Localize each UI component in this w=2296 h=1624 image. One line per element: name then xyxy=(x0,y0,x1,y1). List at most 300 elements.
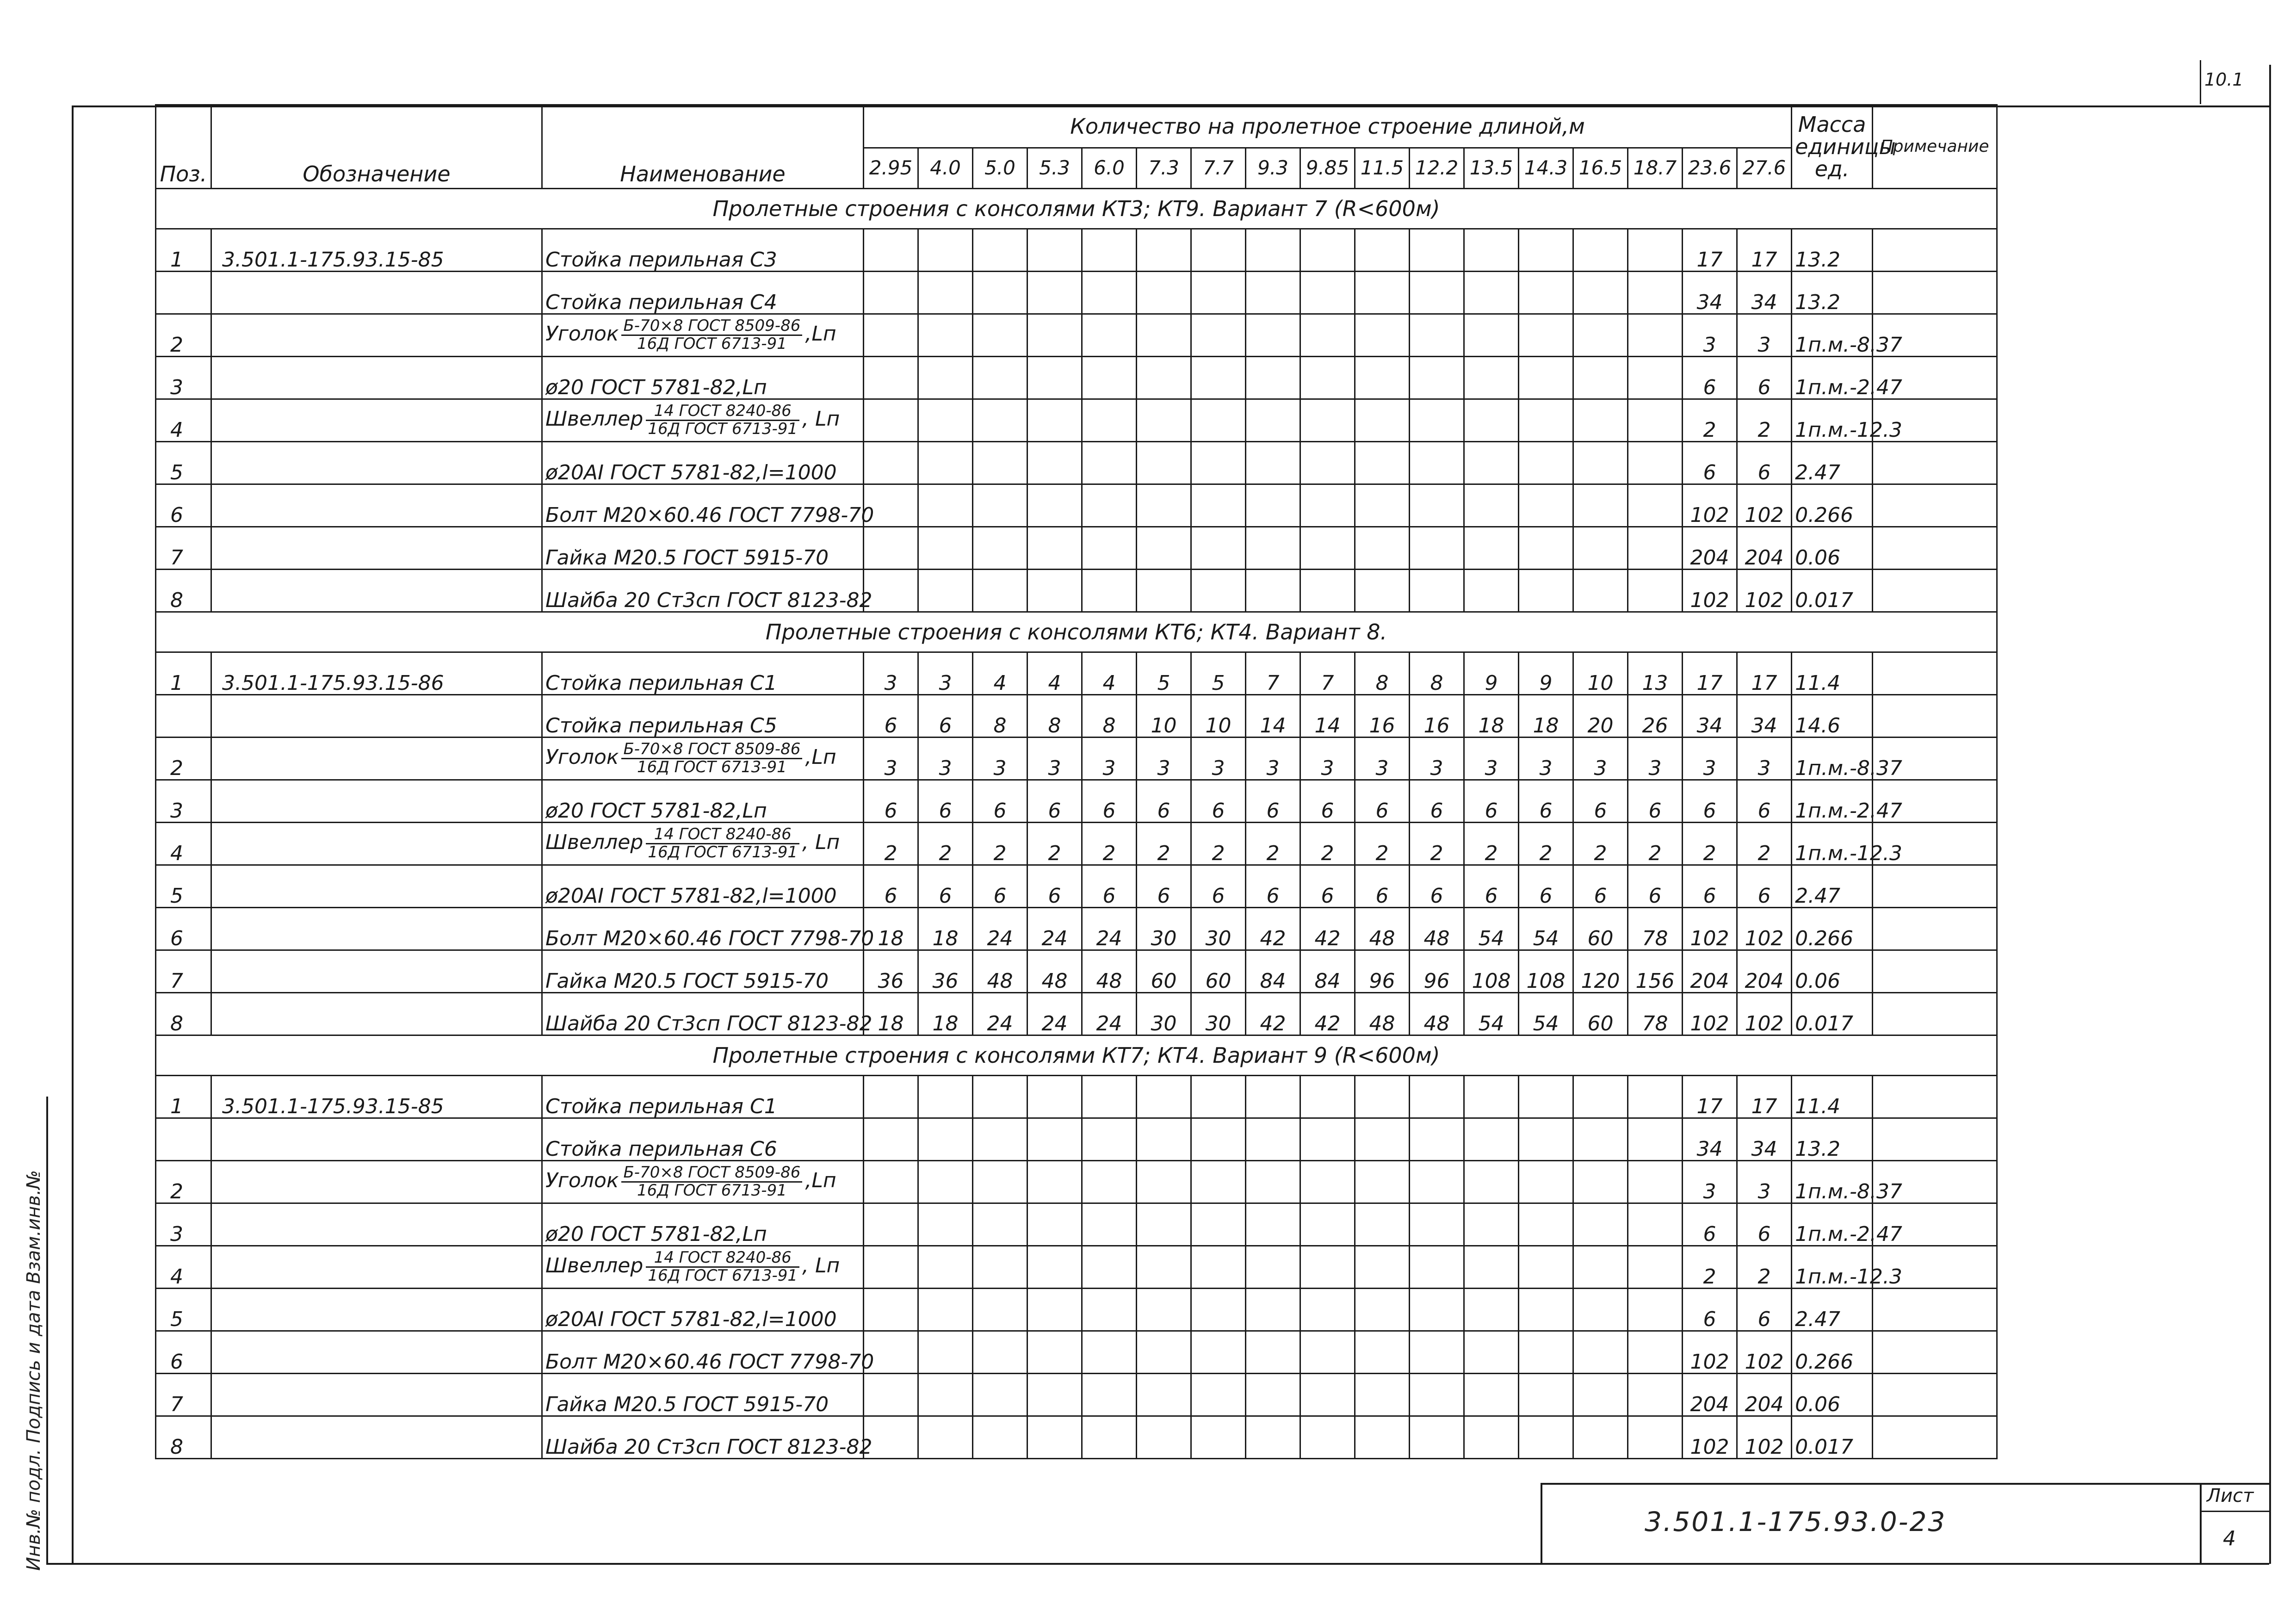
mass-cell: 2.47 xyxy=(1792,442,1873,484)
header-length-cell: 5.0 xyxy=(973,148,1027,189)
header-mass-line1: Масса xyxy=(1798,112,1866,137)
qty-cell: 6 xyxy=(1027,865,1082,908)
qty-cell xyxy=(973,229,1027,272)
qty-cell xyxy=(1137,484,1191,527)
qty-cell: 102 xyxy=(1737,570,1792,612)
note-cell xyxy=(1873,527,1997,570)
qty-cell: 6 xyxy=(1246,865,1300,908)
sidebar-approval-label: Инв.№ подл. Подпись и дата Взам.инв.№ xyxy=(23,1170,44,1571)
qty-cell xyxy=(1519,272,1573,314)
qty-cell: 156 xyxy=(1628,950,1683,993)
qty-cell: 102 xyxy=(1737,1331,1792,1374)
qty-cell: 6 xyxy=(1737,865,1792,908)
fraction-numerator: 14 ГОСТ 8240-86 xyxy=(646,1250,799,1268)
qty-cell xyxy=(1191,1416,1246,1459)
designation-cell xyxy=(211,695,542,738)
sheet-label: Лист xyxy=(2207,1485,2254,1506)
qty-cell: 2 xyxy=(1246,823,1300,865)
qty-cell: 34 xyxy=(1737,1118,1792,1161)
qty-cell xyxy=(1355,442,1410,484)
qty-cell xyxy=(1573,1331,1628,1374)
table-row xyxy=(156,993,1997,1035)
name-text: ø20 ГОСТ 5781-82,Lп xyxy=(545,375,767,399)
note-cell xyxy=(1873,950,1997,993)
qty-cell xyxy=(1519,1416,1573,1459)
qty-cell: 3 xyxy=(864,738,918,780)
qty-cell xyxy=(1300,1118,1355,1161)
qty-cell xyxy=(1082,1289,1137,1331)
section-title-row xyxy=(156,1035,1997,1076)
pos-cell: 2 xyxy=(156,314,211,357)
fraction-denominator: 16Д ГОСТ 6713-91 xyxy=(648,843,798,862)
qty-cell xyxy=(1300,1289,1355,1331)
qty-cell xyxy=(1410,1161,1464,1203)
name-text: Шайба 20 Ст3сп ГОСТ 8123-82 xyxy=(545,588,873,612)
qty-cell xyxy=(1137,272,1191,314)
qty-cell xyxy=(918,1374,973,1416)
name-suffix: , Lп xyxy=(802,1254,840,1278)
qty-cell xyxy=(973,1118,1027,1161)
qty-cell: 26 xyxy=(1628,695,1683,738)
qty-cell: 10 xyxy=(1137,695,1191,738)
qty-cell: 204 xyxy=(1683,1374,1737,1416)
name-cell xyxy=(542,1331,874,1374)
qty-cell: 2 xyxy=(1464,823,1519,865)
qty-cell xyxy=(1519,1076,1573,1118)
qty-cell: 3 xyxy=(1737,738,1792,780)
qty-cell xyxy=(1300,1246,1355,1289)
qty-cell xyxy=(864,527,918,570)
qty-cell xyxy=(1573,1161,1628,1203)
qty-cell: 3 xyxy=(1027,738,1082,780)
name-text: ø20 ГОСТ 5781-82,Lп xyxy=(545,1222,767,1246)
name-cell xyxy=(542,950,864,993)
name-suffix: ,Lп xyxy=(805,745,836,769)
qty-cell xyxy=(1300,357,1355,399)
note-cell xyxy=(1873,570,1997,612)
qty-cell xyxy=(1355,399,1410,442)
qty-cell xyxy=(1027,484,1082,527)
qty-cell: 24 xyxy=(1082,908,1137,950)
qty-cell xyxy=(918,1289,973,1331)
qty-cell xyxy=(918,1076,973,1118)
qty-cell xyxy=(1300,570,1355,612)
qty-cell: 8 xyxy=(1355,652,1410,695)
qty-cell: 36 xyxy=(918,950,973,993)
qty-cell: 3 xyxy=(1300,738,1355,780)
qty-cell xyxy=(1464,1289,1519,1331)
qty-cell: 6 xyxy=(1519,780,1573,823)
qty-cell xyxy=(1519,1203,1573,1246)
qty-cell xyxy=(1573,357,1628,399)
qty-cell: 6 xyxy=(1355,780,1410,823)
mass-cell: 0.017 xyxy=(1792,993,1873,1035)
qty-cell: 204 xyxy=(1737,1374,1792,1416)
designation-cell xyxy=(211,399,542,442)
qty-cell xyxy=(1464,1374,1519,1416)
qty-cell: 18 xyxy=(864,908,918,950)
note-cell xyxy=(1873,229,1997,272)
pos-cell: 2 xyxy=(156,1161,211,1203)
qty-cell: 2 xyxy=(973,823,1027,865)
header-length-cell: 16.5 xyxy=(1573,148,1628,189)
name-cell xyxy=(542,357,864,399)
qty-cell: 30 xyxy=(1191,993,1246,1035)
note-cell xyxy=(1873,1416,1997,1459)
qty-cell: 36 xyxy=(864,950,918,993)
qty-cell xyxy=(1573,484,1628,527)
qty-cell xyxy=(864,1246,918,1289)
name-cell xyxy=(542,399,864,442)
qty-cell: 48 xyxy=(1082,950,1137,993)
table-row xyxy=(156,484,1997,527)
qty-cell: 6 xyxy=(1082,780,1137,823)
note-cell xyxy=(1873,272,1997,314)
qty-cell: 9 xyxy=(1519,652,1573,695)
qty-cell xyxy=(1137,1203,1191,1246)
qty-cell: 10 xyxy=(1191,695,1246,738)
qty-cell xyxy=(1191,442,1246,484)
note-cell xyxy=(1873,1331,1997,1374)
qty-cell: 78 xyxy=(1628,908,1683,950)
qty-cell: 3 xyxy=(1737,1161,1792,1203)
name-cell xyxy=(542,1289,864,1331)
header-length-cell: 7.7 xyxy=(1191,148,1246,189)
qty-cell: 6 xyxy=(1737,1289,1792,1331)
qty-cell: 17 xyxy=(1737,1076,1792,1118)
name-cell xyxy=(542,272,864,314)
qty-cell xyxy=(1191,1331,1246,1374)
note-cell xyxy=(1873,484,1997,527)
name-text: ø20AI ГОСТ 5781-82,l=1000 xyxy=(545,460,837,484)
section-title: Пролетные строения с консолями КТ7; КТ4. Вариант 9 (R<600м) xyxy=(156,1035,1997,1076)
qty-cell: 204 xyxy=(1683,527,1737,570)
designation-cell xyxy=(211,357,542,399)
qty-cell xyxy=(973,1289,1027,1331)
table-row xyxy=(156,1331,1997,1374)
designation-cell xyxy=(211,908,542,950)
designation-cell xyxy=(211,1161,542,1203)
qty-cell: 60 xyxy=(1191,950,1246,993)
qty-cell: 102 xyxy=(1683,908,1737,950)
qty-cell xyxy=(1300,1203,1355,1246)
qty-cell xyxy=(1300,527,1355,570)
qty-cell: 78 xyxy=(1628,993,1683,1035)
qty-cell xyxy=(1246,1416,1300,1459)
qty-cell: 34 xyxy=(1737,272,1792,314)
pos-cell xyxy=(156,695,211,738)
qty-cell xyxy=(1191,484,1246,527)
fraction-numerator: Б-70×8 ГОСТ 8509-86 xyxy=(621,1165,802,1183)
qty-cell xyxy=(1246,357,1300,399)
pos-cell: 7 xyxy=(156,950,211,993)
name-cell xyxy=(542,442,864,484)
qty-cell: 16 xyxy=(1355,695,1410,738)
qty-cell xyxy=(1191,1076,1246,1118)
name-suffix: ,Lп xyxy=(805,322,836,346)
name-text: Болт М20×60.46 ГОСТ 7798-70 xyxy=(545,926,874,950)
mass-cell: 13.2 xyxy=(1792,229,1873,272)
qty-cell xyxy=(1027,357,1082,399)
qty-cell xyxy=(1519,1161,1573,1203)
qty-cell xyxy=(1082,229,1137,272)
name-text: Стойка перильная С6 xyxy=(545,1137,777,1161)
qty-cell xyxy=(1246,229,1300,272)
header-length-cell: 11.5 xyxy=(1355,148,1410,189)
designation-cell xyxy=(211,823,542,865)
qty-cell: 42 xyxy=(1246,908,1300,950)
header-pos: Поз. xyxy=(156,105,211,189)
qty-cell: 17 xyxy=(1737,229,1792,272)
qty-cell xyxy=(1027,1161,1082,1203)
qty-cell: 17 xyxy=(1683,652,1737,695)
qty-cell xyxy=(1628,570,1683,612)
qty-cell: 6 xyxy=(1683,1203,1737,1246)
qty-cell: 6 xyxy=(1683,357,1737,399)
qty-cell: 2 xyxy=(1737,1246,1792,1289)
qty-cell xyxy=(1137,314,1191,357)
qty-cell: 6 xyxy=(864,695,918,738)
qty-cell: 60 xyxy=(1573,993,1628,1035)
note-cell xyxy=(1873,652,1997,695)
qty-cell xyxy=(1519,357,1573,399)
table-row xyxy=(156,1203,1997,1246)
header-length-cell: 4.0 xyxy=(918,148,973,189)
qty-cell xyxy=(1410,1203,1464,1246)
qty-cell xyxy=(864,1289,918,1331)
qty-cell xyxy=(1355,1246,1410,1289)
name-cell xyxy=(542,1118,864,1161)
qty-cell: 30 xyxy=(1137,908,1191,950)
pos-cell: 8 xyxy=(156,1416,211,1459)
qty-cell: 24 xyxy=(973,993,1027,1035)
qty-cell xyxy=(1137,570,1191,612)
qty-cell: 18 xyxy=(918,908,973,950)
qty-cell xyxy=(1137,1331,1191,1374)
qty-cell: 3 xyxy=(1082,738,1137,780)
qty-cell: 3 xyxy=(1355,738,1410,780)
qty-cell: 9 xyxy=(1464,652,1519,695)
qty-cell xyxy=(1464,1246,1519,1289)
mass-cell: 0.266 xyxy=(1792,484,1873,527)
qty-cell: 6 xyxy=(1683,442,1737,484)
name-text: ø20AI ГОСТ 5781-82,l=1000 xyxy=(545,884,837,908)
qty-cell xyxy=(1137,1161,1191,1203)
pos-cell: 7 xyxy=(156,527,211,570)
table-row xyxy=(156,527,1997,570)
qty-cell xyxy=(1300,1161,1355,1203)
qty-cell xyxy=(1082,399,1137,442)
pos-cell: 5 xyxy=(156,1289,211,1331)
qty-cell xyxy=(1573,399,1628,442)
mass-cell: 13.2 xyxy=(1792,272,1873,314)
name-cell xyxy=(542,484,874,527)
designation-cell xyxy=(211,314,542,357)
qty-cell xyxy=(1464,1203,1519,1246)
qty-cell: 204 xyxy=(1683,950,1737,993)
qty-cell xyxy=(1246,1331,1300,1374)
qty-cell xyxy=(918,1246,973,1289)
name-cell xyxy=(542,1076,864,1118)
qty-cell: 6 xyxy=(1191,780,1246,823)
qty-cell: 6 xyxy=(864,780,918,823)
name-text: Стойка перильная С3 xyxy=(545,248,777,272)
qty-cell xyxy=(1628,1289,1683,1331)
qty-cell xyxy=(1082,1203,1137,1246)
qty-cell xyxy=(1027,1076,1082,1118)
qty-cell xyxy=(1137,1118,1191,1161)
qty-cell xyxy=(1246,1203,1300,1246)
header-length-cell: 12.2 xyxy=(1410,148,1464,189)
qty-cell: 6 xyxy=(1628,865,1683,908)
qty-cell: 5 xyxy=(1191,652,1246,695)
qty-cell: 96 xyxy=(1355,950,1410,993)
qty-cell xyxy=(1464,229,1519,272)
qty-cell: 3 xyxy=(1410,738,1464,780)
qty-cell xyxy=(918,442,973,484)
qty-cell: 30 xyxy=(1191,908,1246,950)
qty-cell xyxy=(1410,399,1464,442)
qty-cell xyxy=(1410,484,1464,527)
qty-cell xyxy=(1027,570,1082,612)
qty-cell xyxy=(1027,1246,1082,1289)
designation-cell xyxy=(211,527,542,570)
qty-cell: 18 xyxy=(1464,695,1519,738)
designation-cell: 3.501.1-175.93.15-86 xyxy=(211,652,542,695)
qty-cell xyxy=(1300,1331,1355,1374)
qty-cell: 6 xyxy=(1464,865,1519,908)
qty-cell xyxy=(1137,1076,1191,1118)
qty-cell xyxy=(918,1416,973,1459)
qty-cell xyxy=(1410,1331,1464,1374)
qty-cell xyxy=(1246,314,1300,357)
qty-cell xyxy=(1519,484,1573,527)
stamp-left-line xyxy=(1541,1483,1542,1564)
qty-cell: 3 xyxy=(1519,738,1573,780)
qty-cell xyxy=(1191,357,1246,399)
table-row xyxy=(156,865,1997,908)
qty-cell xyxy=(1191,1161,1246,1203)
qty-cell xyxy=(1082,442,1137,484)
qty-cell xyxy=(1246,1289,1300,1331)
qty-cell: 6 xyxy=(1082,865,1137,908)
qty-cell xyxy=(973,527,1027,570)
qty-cell xyxy=(1082,314,1137,357)
qty-cell xyxy=(1191,1246,1246,1289)
name-cell xyxy=(542,1203,864,1246)
note-cell xyxy=(1873,908,1997,950)
pos-cell: 3 xyxy=(156,1203,211,1246)
qty-cell xyxy=(1355,229,1410,272)
fraction-denominator: 16Д ГОСТ 6713-91 xyxy=(637,1181,787,1200)
name-text: Шайба 20 Ст3сп ГОСТ 8123-82 xyxy=(545,1011,873,1035)
qty-cell xyxy=(1082,1416,1137,1459)
qty-cell xyxy=(1355,570,1410,612)
qty-cell: 6 xyxy=(1573,865,1628,908)
designation-cell xyxy=(211,570,542,612)
pos-cell: 4 xyxy=(156,823,211,865)
frame-right-border xyxy=(2269,65,2271,1564)
pos-cell: 4 xyxy=(156,399,211,442)
qty-cell: 6 xyxy=(973,780,1027,823)
qty-cell: 6 xyxy=(1737,780,1792,823)
qty-cell: 60 xyxy=(1573,908,1628,950)
mass-cell: 1п.м.-2.47 xyxy=(1792,780,1873,823)
designation-cell xyxy=(211,1374,542,1416)
qty-cell: 17 xyxy=(1737,652,1792,695)
qty-cell xyxy=(864,442,918,484)
qty-cell: 6 xyxy=(1300,780,1355,823)
qty-cell: 120 xyxy=(1573,950,1628,993)
qty-cell: 16 xyxy=(1410,695,1464,738)
qty-cell xyxy=(1137,442,1191,484)
name-text: Стойка перильная С1 xyxy=(545,1094,777,1118)
qty-cell xyxy=(1628,314,1683,357)
pos-cell: 6 xyxy=(156,908,211,950)
name-cell xyxy=(542,1416,873,1459)
qty-cell xyxy=(918,229,973,272)
qty-cell: 3 xyxy=(1137,738,1191,780)
header-mass xyxy=(1792,105,1896,189)
section-title: Пролетные строения с консолями КТ3; КТ9. Вариант 7 (R<600м) xyxy=(156,189,1997,229)
mass-cell: 11.4 xyxy=(1792,652,1873,695)
pos-cell: 7 xyxy=(156,1374,211,1416)
qty-cell: 3 xyxy=(1464,738,1519,780)
qty-cell: 7 xyxy=(1300,652,1355,695)
mass-cell: 0.266 xyxy=(1792,1331,1873,1374)
header-length-cell: 18.7 xyxy=(1628,148,1683,189)
qty-cell xyxy=(1027,1203,1082,1246)
pos-cell: 5 xyxy=(156,865,211,908)
qty-cell: 2 xyxy=(1137,823,1191,865)
header-length-cell: 7.3 xyxy=(1137,148,1191,189)
mass-cell: 2.47 xyxy=(1792,1289,1873,1331)
pos-cell: 1 xyxy=(156,652,211,695)
qty-cell: 20 xyxy=(1573,695,1628,738)
qty-cell xyxy=(1573,1118,1628,1161)
qty-cell xyxy=(1464,1331,1519,1374)
mass-cell: 0.017 xyxy=(1792,1416,1873,1459)
mass-cell: 1п.м.-2.47 xyxy=(1792,357,1873,399)
qty-cell xyxy=(1355,1289,1410,1331)
qty-cell xyxy=(1082,357,1137,399)
table-row xyxy=(156,1416,1997,1459)
qty-cell xyxy=(1464,1076,1519,1118)
designation-cell xyxy=(211,484,542,527)
qty-cell xyxy=(1027,314,1082,357)
qty-cell xyxy=(1628,1246,1683,1289)
qty-cell: 2 xyxy=(1355,823,1410,865)
qty-cell: 3 xyxy=(1246,738,1300,780)
table-row xyxy=(156,908,1997,950)
qty-cell xyxy=(1628,484,1683,527)
qty-cell: 8 xyxy=(1082,695,1137,738)
table-row xyxy=(156,950,1997,993)
qty-cell xyxy=(1410,527,1464,570)
qty-cell xyxy=(1573,272,1628,314)
qty-cell xyxy=(1082,527,1137,570)
qty-cell xyxy=(1628,1416,1683,1459)
specification-table-body xyxy=(156,105,1997,1459)
qty-cell: 24 xyxy=(973,908,1027,950)
qty-cell xyxy=(1628,229,1683,272)
qty-cell xyxy=(1519,442,1573,484)
qty-cell xyxy=(1519,1118,1573,1161)
table-row xyxy=(156,1374,1997,1416)
qty-cell: 6 xyxy=(1355,865,1410,908)
qty-cell: 8 xyxy=(1410,652,1464,695)
mass-cell: 13.2 xyxy=(1792,1118,1873,1161)
